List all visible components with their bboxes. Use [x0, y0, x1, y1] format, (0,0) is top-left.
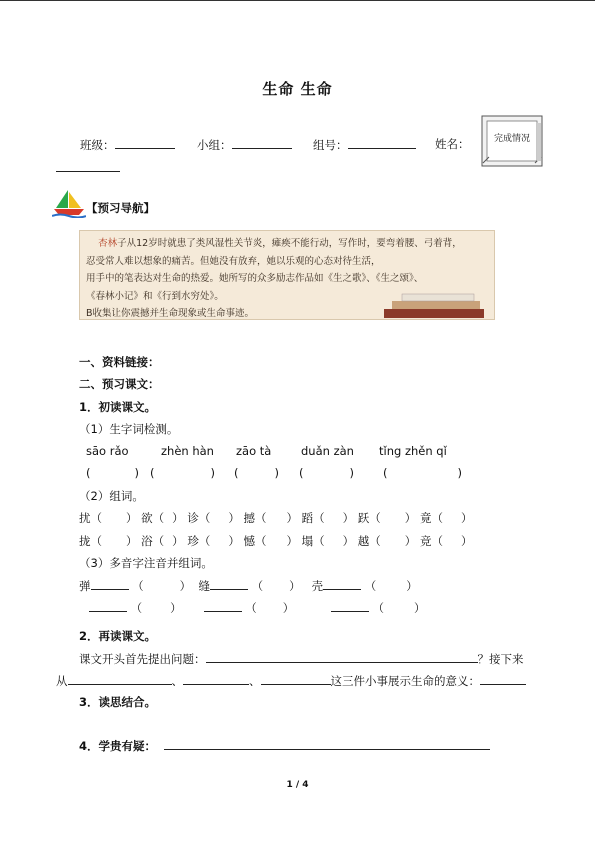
banner-author: 杏林	[98, 238, 118, 249]
banner-line-1: 杏林子从12岁时就患了类风湿性关节炎，瘫痪不能行动，写作时，要弯着腰、弓着背，	[98, 238, 462, 249]
pinyin-3: zāo tà	[236, 444, 272, 458]
reread-line-2: 从 、 、 这三件小事展示生命的意义：	[56, 672, 526, 689]
pinyin-answer-3[interactable]: ( )	[234, 466, 279, 480]
item-questions: 4．学贵有疑：	[79, 737, 490, 754]
duoyin-row-1: 弹 （ ） 缝 （ ） 壳 （ ）	[79, 579, 418, 593]
stamp-text: 完成情况	[493, 134, 530, 144]
banner-line-5: B收集让你震撼并生命现象或生命事迹。	[86, 308, 255, 319]
page-title: 生命 生命	[262, 80, 333, 98]
group-no-field	[313, 136, 416, 153]
completion-stamp	[481, 115, 543, 167]
banner-line-2: 忍受常人难以想象的痛苦。但她没有放弃，她以乐观的心态对待生活，	[86, 255, 381, 267]
pinyin-answer-4[interactable]: ( )	[299, 466, 354, 480]
banner-line-4: 《春林小记》和《行到水穷处》。	[86, 290, 224, 302]
page-number: 1 / 4	[286, 780, 309, 790]
pinyin-answer-1[interactable]: ( )	[86, 466, 139, 480]
books-illustration	[374, 289, 494, 319]
class-field	[80, 136, 175, 153]
pinyin-5: tǐng zhěn qǐ	[379, 444, 447, 458]
duoyin-row-2: （ ） （ ） （ ）	[89, 599, 425, 616]
banner-line-3: 用手中的笔表达对生命的热爱。她所写的众多励志作品如《生之歌》、《生之颂》、	[86, 273, 424, 284]
group-no-blank[interactable]	[348, 136, 416, 149]
pinyin-1: sāo rǎo	[86, 444, 129, 458]
sub-polyphones: （3）多音字注音并组词。	[79, 556, 213, 570]
questions-blank[interactable]	[164, 737, 490, 750]
group-no-label: 组号：	[313, 138, 348, 152]
class-label: 班级：	[80, 138, 115, 152]
name-label: 姓名：	[435, 137, 470, 151]
sailboat-icon	[52, 188, 86, 218]
zuci-row-1: 扰（ ） 欲（ ） 诊（ ） 撼（ ） 蹈（ ） 跃（ ） 竟（ ）	[79, 511, 473, 525]
reread-line-1: 课文开头首先提出问题： ？接下来	[79, 652, 524, 666]
intro-banner	[79, 230, 495, 320]
group-blank[interactable]	[232, 136, 292, 149]
pinyin-answer-2[interactable]: ( )	[150, 466, 215, 480]
item-reread: 2．再读课文。	[79, 629, 157, 643]
pinyin-4: duǎn zàn	[301, 444, 354, 458]
item-reflect: 3．读思结合。	[79, 695, 157, 709]
name-blank-wrap	[56, 159, 120, 175]
sub-word-groups: （2）组词。	[79, 489, 144, 503]
top-rule	[0, 0, 595, 1]
group-field	[197, 136, 292, 153]
section-resources: 一、资料链接：	[79, 355, 160, 369]
question-blank[interactable]	[206, 650, 478, 663]
zuci-row-2: 拢（ ） 浴（ ） 珍（ ） 憾（ ） 塌（ ） 越（ ） 竞（ ）	[79, 534, 473, 548]
class-blank[interactable]	[115, 136, 175, 149]
pinyin-answer-5[interactable]: ( )	[383, 466, 462, 480]
pinyin-2: zhèn hàn	[161, 444, 214, 458]
name-blank[interactable]	[56, 159, 120, 172]
sub-new-words: （1）生字词检测。	[79, 422, 179, 436]
preview-heading: 【预习导航】	[86, 201, 155, 215]
group-label: 小组：	[197, 138, 232, 152]
section-preview: 二、预习课文：	[79, 377, 160, 391]
name-field	[435, 136, 470, 152]
item-first-read: 1．初读课文。	[79, 400, 157, 414]
